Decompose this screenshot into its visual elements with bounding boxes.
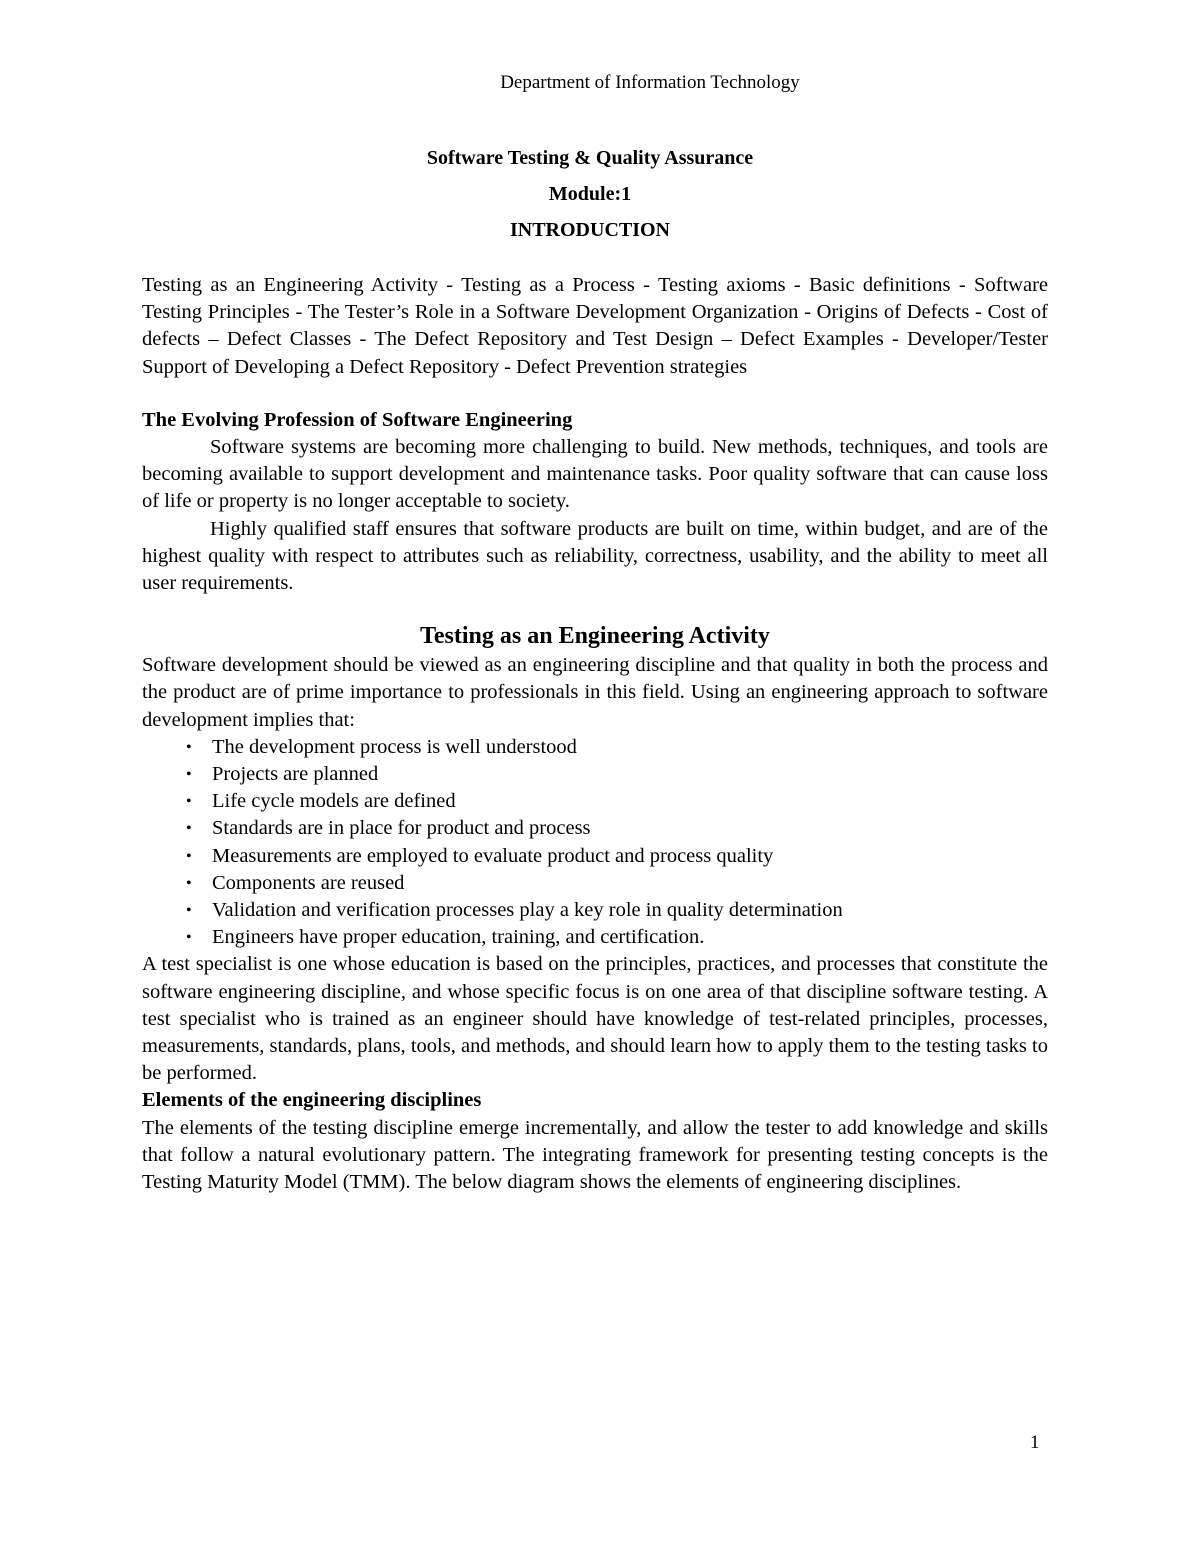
engineering-approach-list [142,734,1048,952]
section1-paragraph-1: Software systems are becoming more challenging to build. New methods, techniques, and tools are becoming available to support development and maintenance tasks. Poor quality software that can cause loss of life or property is no longer acceptable to society. [142,436,1048,513]
section-heading-testing-engineering-activity: Testing as an Engineering Activity [420,623,770,650]
bullet-icon: • [186,902,192,920]
course-title: Software Testing & Quality Assurance [426,147,754,169]
section2-intro-paragraph: Software development should be viewed as an engineering discipline and that quality in both the process and the product are of prime importance to professionals in this field. Using an engineering approach to software development implies that: [142,654,1048,731]
page-header: Department of Information Technology [500,72,800,93]
list-item-text: Standards are in place for product and process [212,817,591,840]
list-item [142,897,1048,924]
list-item [142,761,1048,788]
unit-title: INTRODUCTION [509,219,671,241]
list-item [142,788,1048,815]
section3-paragraph: The elements of the testing discipline emerge incrementally, and allow the tester to add knowledge and skills that follow a natural evolutionary pattern. The integrating framework for presenting testing concepts is the Testing Maturity Model (TMM). The below diagram shows the elements of engineering disciplines. [142,1116,1048,1194]
list-item-text: Measurements are employed to evaluate product and process quality [212,844,774,867]
list-item-text: Validation and verification processes play a key role in quality determination [212,899,843,922]
bullet-icon: • [186,738,192,756]
list-item-text: Components are reused [212,871,405,894]
list-item-text: Projects are planned [212,763,379,786]
bullet-icon: • [186,847,192,865]
list-item [142,870,1048,897]
bullet-icon: • [186,874,192,892]
bullet-icon: • [186,766,192,784]
section-heading-evolving-profession: The Evolving Profession of Software Engineering [142,408,573,431]
list-item [142,815,1048,842]
section-heading-elements-engineering: Elements of the engineering disciplines [142,1089,482,1112]
list-item [142,843,1048,870]
list-item-text: The development process is well understood [212,735,577,758]
section2-closing-paragraph: A test specialist is one whose education is based on the principles, practices, and processes that constitute the software engineering discipline, and whose specific focus is on one area of that discipline software testing. A test specialist who is trained as an engineer should have knowledge of test-related principles, processes, measurements, standards, plans, tools, and methods, and should learn how to apply them to the testing tasks to be performed. [142,953,1048,1085]
bullet-icon: • [186,820,192,838]
list-item [142,734,1048,761]
bullet-icon: • [186,793,192,811]
list-item-text: Life cycle models are defined [212,790,456,813]
page-content [142,140,1048,1196]
section1-paragraph-2: Highly qualified staff ensures that software products are built on time, within budget, and are of the highest quality with respect to attributes such as reliability, correctness, usability, and the ability to meet all user requirements. [142,517,1048,595]
bullet-icon: • [186,929,192,947]
module-title: Module:1 [548,183,632,205]
syllabus-paragraph: Testing as an Engineering Activity - Testing as a Process - Testing axioms - Basic definitions - Software Testing Principles - The Tester’s Role in a Software Development Organization - Origins of Defects - Cost of defects – Defect Classes - The Defect Repository and Test Design – Defect Examples - Developer/Tester Support of Developing a Defect Repository - Defect Prevention strategies [142,274,1048,378]
list-item-text: Engineers have proper education, training, and certification. [212,926,705,949]
page-number: 1 [1030,1432,1040,1453]
title-block [132,140,1048,248]
list-item [142,924,1048,951]
